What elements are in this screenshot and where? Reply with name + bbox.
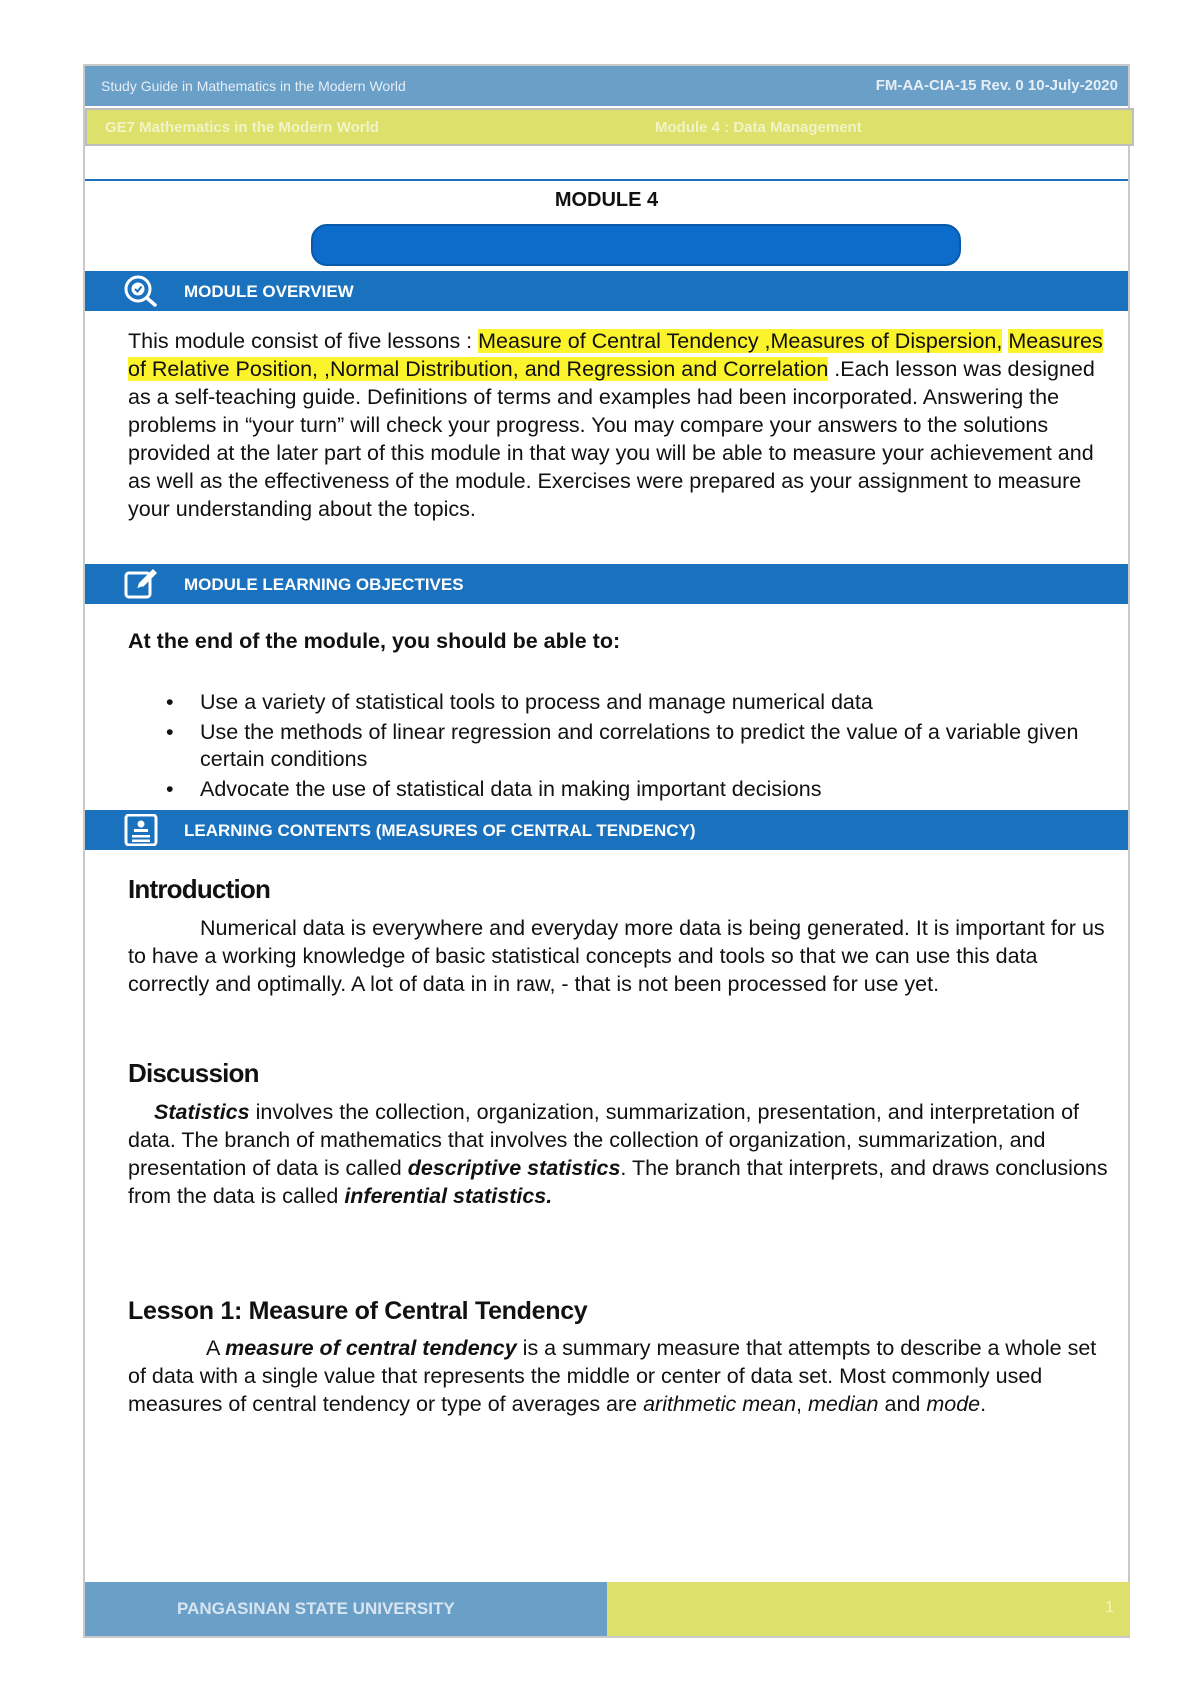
overview-text-rest: .Each lesson was designed as a self-teaching guide. Definitions of terms and examples had been incorporated. Answering the problems in “your turn” will check your progress. You may compare your answers to the solutions provided at the later part of this module in that way you will be able to measure your achievement and as well as the effectiveness of the module. Exercises were prepared as your assignment to measure your understanding about the topics. — [128, 357, 1095, 521]
lesson-1-heading: Lesson 1: Measure of Central Tendency — [128, 1297, 588, 1325]
section-title-contents: LEARNING CONTENTS (MEASURES OF CENTRAL TENDENCY) — [184, 821, 696, 840]
section-title-objectives: MODULE LEARNING OBJECTIVES — [184, 575, 464, 594]
overview-text-intro: This module consist of five lessons : — [128, 329, 479, 353]
section-title-overview: MODULE OVERVIEW — [184, 282, 354, 301]
page-number: 1 — [1105, 1599, 1114, 1616]
overview-highlight-1: Measure of Central Tendency ,Measures of Dispersion, — [478, 329, 1003, 353]
course-bar — [85, 108, 1134, 146]
list-item — [128, 776, 1108, 803]
term-measure-of-central-tendency: measure of central tendency — [225, 1336, 517, 1360]
overview-paragraph — [128, 327, 1118, 523]
term-statistics: Statistics — [154, 1100, 250, 1124]
footer-page — [607, 1582, 1130, 1636]
lesson-text-c: , — [796, 1392, 808, 1416]
edit-icon — [123, 568, 159, 600]
lesson-text-d: and — [878, 1392, 927, 1416]
university-name: PANGASINAN STATE UNIVERSITY — [177, 1599, 455, 1618]
lesson-text-e: . — [980, 1392, 987, 1416]
discussion-heading: Discussion — [128, 1058, 259, 1088]
list-item — [128, 689, 1108, 716]
document-page — [83, 64, 1130, 1638]
term-median: median — [808, 1392, 879, 1416]
list-item — [128, 719, 1108, 773]
module-reference: Module 4 : Data Management — [655, 119, 862, 136]
divider — [85, 179, 1128, 181]
term-mode: mode — [926, 1392, 981, 1416]
module-title: MODULE 4 — [554, 189, 659, 211]
introduction-heading: Introduction — [128, 874, 271, 904]
section-band-overview — [85, 271, 1128, 311]
objective-text: Use a variety of statistical tools to process and manage numerical data — [200, 690, 873, 714]
bullet: • — [166, 777, 174, 801]
document-icon — [123, 814, 159, 846]
introduction-paragraph: Numerical data is everywhere and everyday more data is being generated. It is important for us to have a working knowledge of basic statistical concepts and tools so that we can use this data correctly and optimally. A lot of data in in raw, - that is not been processed for use yet. — [128, 916, 1105, 996]
objectives-lead: At the end of the module, you should be able to: — [128, 629, 621, 653]
term-arithmetic-mean: arithmetic mean — [643, 1392, 797, 1416]
discussion-text-1: involves the collection, organization, summarization, presentation, and interpretation of data. The branch of mathematics that involves the collection of organization, summarization, and presentation of data is called — [128, 1100, 1080, 1180]
study-guide-title: Study Guide in Mathematics in the Modern World — [101, 78, 406, 94]
discussion-text-2: . The branch that interprets, and draws conclusions from the data is called — [128, 1156, 1108, 1208]
bullet: • — [166, 690, 174, 714]
discussion-paragraph — [128, 1098, 1118, 1210]
form-code: FM-AA-CIA-15 Rev. 0 10-July-2020 — [875, 77, 1118, 94]
lesson-text-b: is a summary measure that attempts to describe a whole set of data with a single value that represents the middle or center of data set. Most commonly used measures of central tendency or type of averages are — [128, 1336, 1097, 1416]
section-band-objectives — [85, 564, 1128, 604]
lesson-text-a: A — [206, 1336, 226, 1360]
lesson-1-paragraph — [128, 1334, 1118, 1418]
footer-university — [85, 1582, 607, 1636]
term-inferential-statistics: inferential statistics. — [344, 1184, 553, 1208]
module-title-banner — [311, 224, 961, 266]
overview-highlight-2: Measures of Relative Position, ,Normal Distribution, and Regression and Correlation — [128, 329, 1103, 381]
term-descriptive-statistics: descriptive statistics — [407, 1156, 621, 1180]
objective-text: Use the methods of linear regression and correlations to predict the value of a variable given certain conditions — [200, 720, 1079, 771]
course-name: GE7 Mathematics in the Modern World — [105, 119, 379, 136]
bullet: • — [166, 720, 174, 744]
objectives-list — [128, 689, 1108, 806]
section-band-contents — [85, 810, 1128, 850]
objective-text: Advocate the use of statistical data in making important decisions — [200, 777, 822, 801]
magnifier-icon — [123, 275, 159, 307]
header-bar — [85, 66, 1128, 106]
